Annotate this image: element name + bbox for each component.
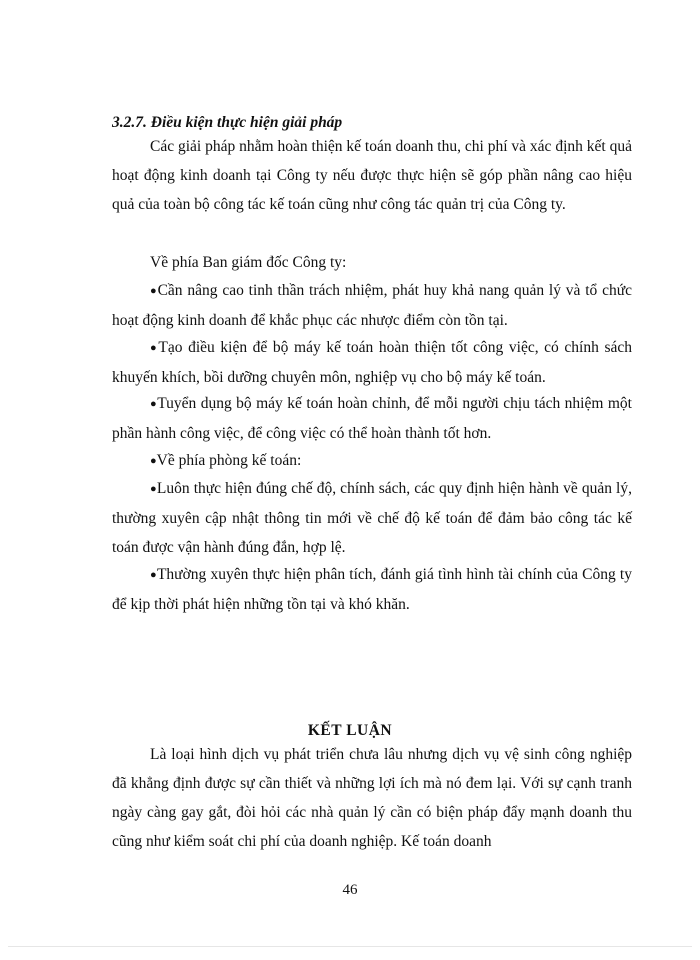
section-heading: 3.2.7. Điều kiện thực hiện giải pháp: [112, 114, 343, 131]
conclusion-paragraph: Là loại hình dịch vụ phát triển chưa lâu nhưng dịch vụ vệ sinh công nghiệp đã khẳng định được sự cần thiết và những lợi ích mà nó đem lại. Với sự cạnh tranh ngày càng gay gắt, đòi hỏi các nhà quản lý cần có biện pháp đẩy mạnh doanh thu cũng như kiểm soát chi phí của doanh nghiệp. Kế toán doanh: [112, 746, 632, 850]
bullet-icon: ●: [150, 483, 157, 495]
bullet-text: Cần nâng cao tinh thần trách nhiệm, phát huy khả nang quản lý và tổ chức hoạt động kinh doanh để khắc phục các nhược điểm còn tồn tại.: [112, 282, 632, 329]
board-intro-paragraph: Về phía Ban giám đốc Công ty:: [150, 254, 347, 271]
bullet-item-compliance: [112, 474, 632, 562]
page-bottom-divider: [8, 946, 692, 947]
bullet-text: Luôn thực hiện đúng chế độ, chính sách, các quy định hiện hành về quản lý, thường xuyên cập nhật thông tin mới về chế độ kế toán để đảm bảo công tác kế toán được vận hành đúng đắn, hợp lệ.: [112, 480, 632, 556]
bullet-icon: ●: [150, 455, 157, 467]
bullet-text: Tuyển dụng bộ máy kế toán hoàn chỉnh, để mỗi người chịu tách nhiệm một phần hành công việc, để công việc có thể hoàn thành tốt hơn.: [112, 395, 632, 442]
bullet-item-conditions: [112, 333, 632, 392]
bullet-text: Thường xuyên thực hiện phân tích, đánh giá tình hình tài chính của Công ty để kịp thời phát hiện những tồn tại và khó khăn.: [112, 566, 632, 613]
bullet-item-analysis: [112, 560, 632, 619]
bullet-item-recruitment: [112, 389, 632, 448]
bullet-icon: ●: [150, 569, 157, 581]
bullet-text: Tạo điều kiện để bộ máy kế toán hoàn thiện tốt công việc, có chính sách khuyến khích, bồi dưỡng chuyên môn, nghiệp vụ cho bộ máy kế toán.: [112, 339, 633, 386]
bullet-icon: ●: [150, 285, 158, 297]
bullet-item-responsibility: [112, 276, 632, 335]
bullet-icon: ●: [150, 398, 158, 410]
conclusion-title: KẾT LUẬN: [307, 722, 393, 739]
bullet-text: Về phía phòng kế toán:: [156, 452, 302, 469]
bullet-icon: ●: [150, 342, 159, 354]
intro-paragraph: Các giải pháp nhằm hoàn thiện kế toán doanh thu, chi phí và xác định kết quả hoạt động kinh doanh tại Công ty nếu được thực hiện sẽ góp phần nâng cao hiệu quả của toàn bộ công tác kế toán cũng như công tác quản trị của Công ty.: [112, 138, 632, 213]
bullet-item-accounting-dept: [112, 446, 632, 476]
page-number: 46: [342, 882, 358, 898]
